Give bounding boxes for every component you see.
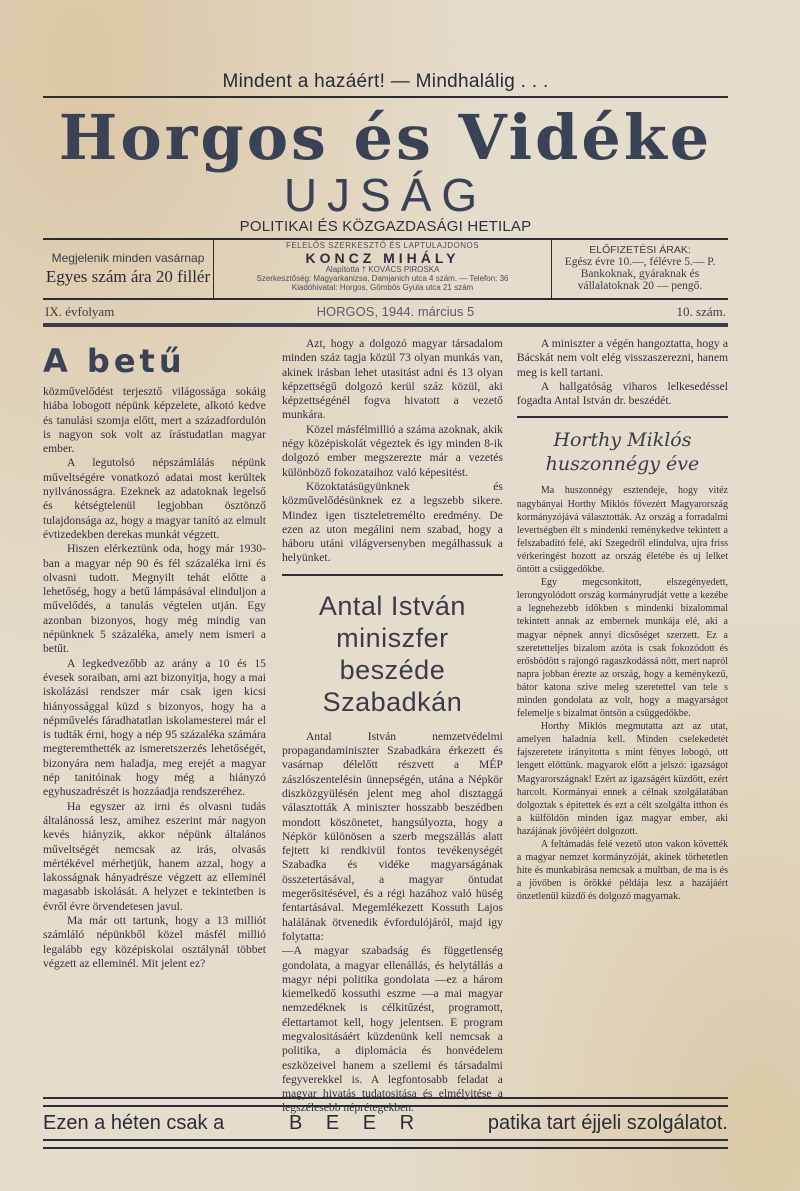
publication-type: POLITIKAI ÉS KÖZGAZDASÁGI HETILAP [239,218,532,235]
masthead-title: Horgos és Vidéke [58,101,713,174]
subscription-line-2: Bankoknak, gyáraknak és vállalatoknak 20 — pengő. [577,268,703,292]
editorial-office: Szerkesztőség: Magyarkanizsa, Damjanich utca 4 szám. — Telefon: 36 [256,274,509,283]
issue-number: 10. szám. [676,304,726,319]
divider [43,96,728,98]
motto: Mindent a hazáért! — Mindhalálig . . . [222,71,549,92]
footer-notice [43,1097,728,1149]
info-box [43,238,728,300]
single-issue-price: Egyes szám ára 20 fillér [45,267,211,286]
paragraph: Ha egyszer az irni és olvasni tudás általánossá lesz, amihez eszerint már nagyon kevés hiányzik, akkor népünk általános műveltségét nemcsak az irás, olvasás mértékével mérhetjük, hanem azzal, hogy a lakosságnak hányadrésze végzett az elleminél magasabb iskolását. A helyzet e tekintetben is évről évre örvendetesen javul. [43,799,266,913]
pharmacy-name: B E E R [288,1112,424,1134]
editor-role: FELELŐS SZERKESZTŐ ÉS LAPTULAJDONOS [285,241,480,250]
column-2 [274,337,511,1116]
paragraph: Antal István nemzetvédelmi propagandaminiszter Szabadkára érkezett és vasárnap délelőtt részvett a MÉP zászlószentelésin ünnepségén, utána a Népkör diszközgyülésén jelent meg ahol disztaggá választották A miniszter hosszabb beszédben mondott köszönetet, hangsúlyozta, hogy a Népkör különösen a szerb megszállás alatt fejtett ki rendkivül fontos tevékenységét Szabadka és vidéke magyarságának összetertásával, a magyar öntudat megerősitésével, és a régi hazához való hüség fentartásával. Megemlékezett Kossuth Lajos halálának ötvenedik évfordulójáról, majd igy folytatta: [281,729,503,943]
divider [43,323,728,327]
editor-info [214,240,552,298]
divider [282,574,503,576]
paragraph: Azt, hogy a dolgozó magyar társadalom minden száz tagja közül 73 olyan munkás van, akinek irásban lehet utasitást adni és 13 olyan képzettségű dolgozó kerül száz közül, aki képzettségénél fogva hivatott a vezető munkára. [281,337,503,422]
divider [517,416,728,418]
title-line-2: huszonnégy éve [545,453,700,476]
notice-text-after: patika tart éjjeli szolgálatot. [487,1112,728,1134]
masthead-subtitle: UJSÁG [283,169,488,221]
paragraph: Közoktatásügyünknek és közművelődésünknek ez a legszebb sikere. Mindez igen tiszteletremélto eredmény. De ezen az uton megálini nem szabad, hogy a háboru utáni világversenyben megálhassuk a helyünket. [281,479,503,565]
paragraph: Hiszen elérkeztünk oda, hogy már 1930-ban a magyar nép 90 és fél százaléka irni és olvasni tudott. Megnyilt tehát előtte a lehetőség, hogy a betű lámpásával elinduljon a művelődés, a tanulás végtelen utján. Egy azonban bizonyos, hogy még mindig van népünknek 5 százaléka, amely nem ismeri a betűt. [43,542,266,656]
article-title-horthy [517,428,728,476]
paragraph: közművelődést terjesztő világossága sokáig hiába lobogott népünk képzelete, alkotó kedve és tanulási szomja előtt, mert a századfordulón is nagyon sok volt az írástudatlan magyar ember. [43,385,266,456]
divider [43,1139,728,1149]
paragraph: Ma huszonnégy esztendeje, hogy vitéz nagybányai Horthy Miklós fővezért Magyarország kormányzójává választották. Az ország a forradalmi levertségben élt s mindenki reménykedve tekintett a felszabadító felé, aki Szegedről elindulva, ujra friss vérkeringést hozott az ország életébe és uj lelket öntött a csüggedőkbe. [516,485,728,576]
paragraph: Közel másfélmillió a száma azoknak, akik négy középiskolát végeztek és igy minden 8-ik dolgozó ember megszerezte már a vezetés különböző fokozataihoz való képesitést. [281,422,503,479]
notice-text-before: Ezen a héten csak a [43,1112,225,1134]
article-title-betu: A betű [43,342,186,380]
title-line-1: Horthy Miklós [553,429,692,452]
dateline [43,300,728,321]
paragraph: A legkedvezőbb az arány a 10 és 15 évesek soraiban, ami azt bizonyitja, hogy a mai iskolázási rendszer már csak igen kicsi hiányossággal küzd s bizonyos, hogy ha a népművelés fáradhatatlan iskolamesterei már el is tudták érni, hogy a nép 95 százaléka számára megteremthették az ismeretszerzés lehetőségét, bizonyára nem haladja, meg erejét a magyar nép tanitóinak hogy még a hiányzó egyhuszadrészét is hozzáadja rendszeréhez. [43,656,266,799]
place-date: HORGOS, 1944. március 5 [316,304,475,319]
paragraph: Ma már ott tartunk, hogy a 13 milliót számláló népünkből közel másfél millió legalább egy középiskolai osztálynál többet végzett az elleminél. Mit jelent ez? [43,913,266,970]
paragraph: A miniszter a végén hangoztatta, hogy a Bácskát nem volt elég visszaszerezni, hanem meg is kell tartani. [516,337,728,379]
pharmacy-notice [43,1107,728,1139]
paragraph: A feltámadás felé vezető uton vakon követték a magyar nemzet kormányzóját, akinek törhetetlen hite és munkabirása nemcsak a multban, de ma is és a jövőben is örökké példája lesz a hazájáért önzetlenül küzdő és dolgozó magyarnak. [516,839,728,903]
paragraph: Horthy Miklós megmutatta azt az utat, amelyen haladnia kell. Minden cselekedetét fajszeretete irányitotta s mint fényes lobogó, ott lengett előttünk. magyarok előtt a jelszó: igazságot Magyarországnak! Ezért az igazságért küzdött, ezért harcolt. Kormányai ennek a célnak szolgálatában dolgoztak s épitettek és ezt a célt szolgálta itthon és a külföldön minden igaz magyar ember, aki hazájának jövőjéért dolgozott. [516,721,728,837]
publication-schedule: Megjelenik minden vasárnap [51,251,205,265]
article-columns [43,337,728,1116]
editor-name: KONCZ MIHÁLY [305,250,460,266]
column-1 [43,337,274,1116]
issue-info [43,240,214,298]
column-3 [511,337,728,1116]
paragraph: A legutolsó népszámlálás népünk műveltségére vonatkozó adatai most kerültek nyilvánosságra. Ezeknek az adatoknak legelső és kétségtelenül legjobban ösztönző tulajdonsága az, hogy a magyar tanító az elmult évtizedekben derekas munkát végzett. [43,456,266,541]
publishing-office: Kiadóhivatal: Horgos, Gömbös Gyula utca 21 szám [291,283,474,292]
newspaper-page [43,70,728,1116]
paragraph: —A magyar szabadság és függetlenség gondolata, a magyar ellenállás, és helytállás a magyr népi politika gondolata —ez a három kiemelkedő kossuthi eszme —a mai magyar nemzedéknek is célkitűzést, programott, élettartamot kell, hogy jelentsen. E program megvalositásáért küzdenünk kell nemcsak a politika, a diplomácia és honvédelem eszközeivel hanem a szellemi és társadalmi fegyverekkel is. A legfontosabb feladat a magyar hivatás tudatositása és elmélyitése a legszélesebb néprétegekben. [281,944,503,1115]
paragraph: Egy megcsonkitott, elszegényedett, lerongyolódott ország kormányrudját vette a kezébe a legnehezebb időkben s mindenki bizalommal tekintett annak az embernek munkája elé, aki a magyar népnek annyi dicsőséget szerzett. Ez a szeretetteljes bizalom azóta is csak fokozódott és erősbödött s rajongó ragaszkodássá nőtt, mert napról napra jobban érezte az ország, hogy a keménykezű, bátor katona szive meleg szeretettel van tele s minden gondolata az volt, hogy a magyarságot felemelje s bizalmat öntsön a csüggedőkbe. [516,577,728,720]
subscription-title: ELŐFIZETÉSI ÁRAK: [589,244,691,256]
paragraph: A hallgatóság viharos lelkesedéssel fogadta Antal István dr. beszédét. [516,379,728,408]
subscription-line-1: Egész évre 10.—, félévre 5.— P. [564,256,716,268]
volume: IX. évfolyam [45,304,115,319]
article-title-antal: Antal István miniszfer beszéde Szabadkán [318,590,466,717]
horthy-article-body [517,484,728,903]
founder: Alapította † KOVÁCS PIROSKA [325,265,440,274]
subscription-prices [552,240,728,298]
divider [43,1097,728,1107]
